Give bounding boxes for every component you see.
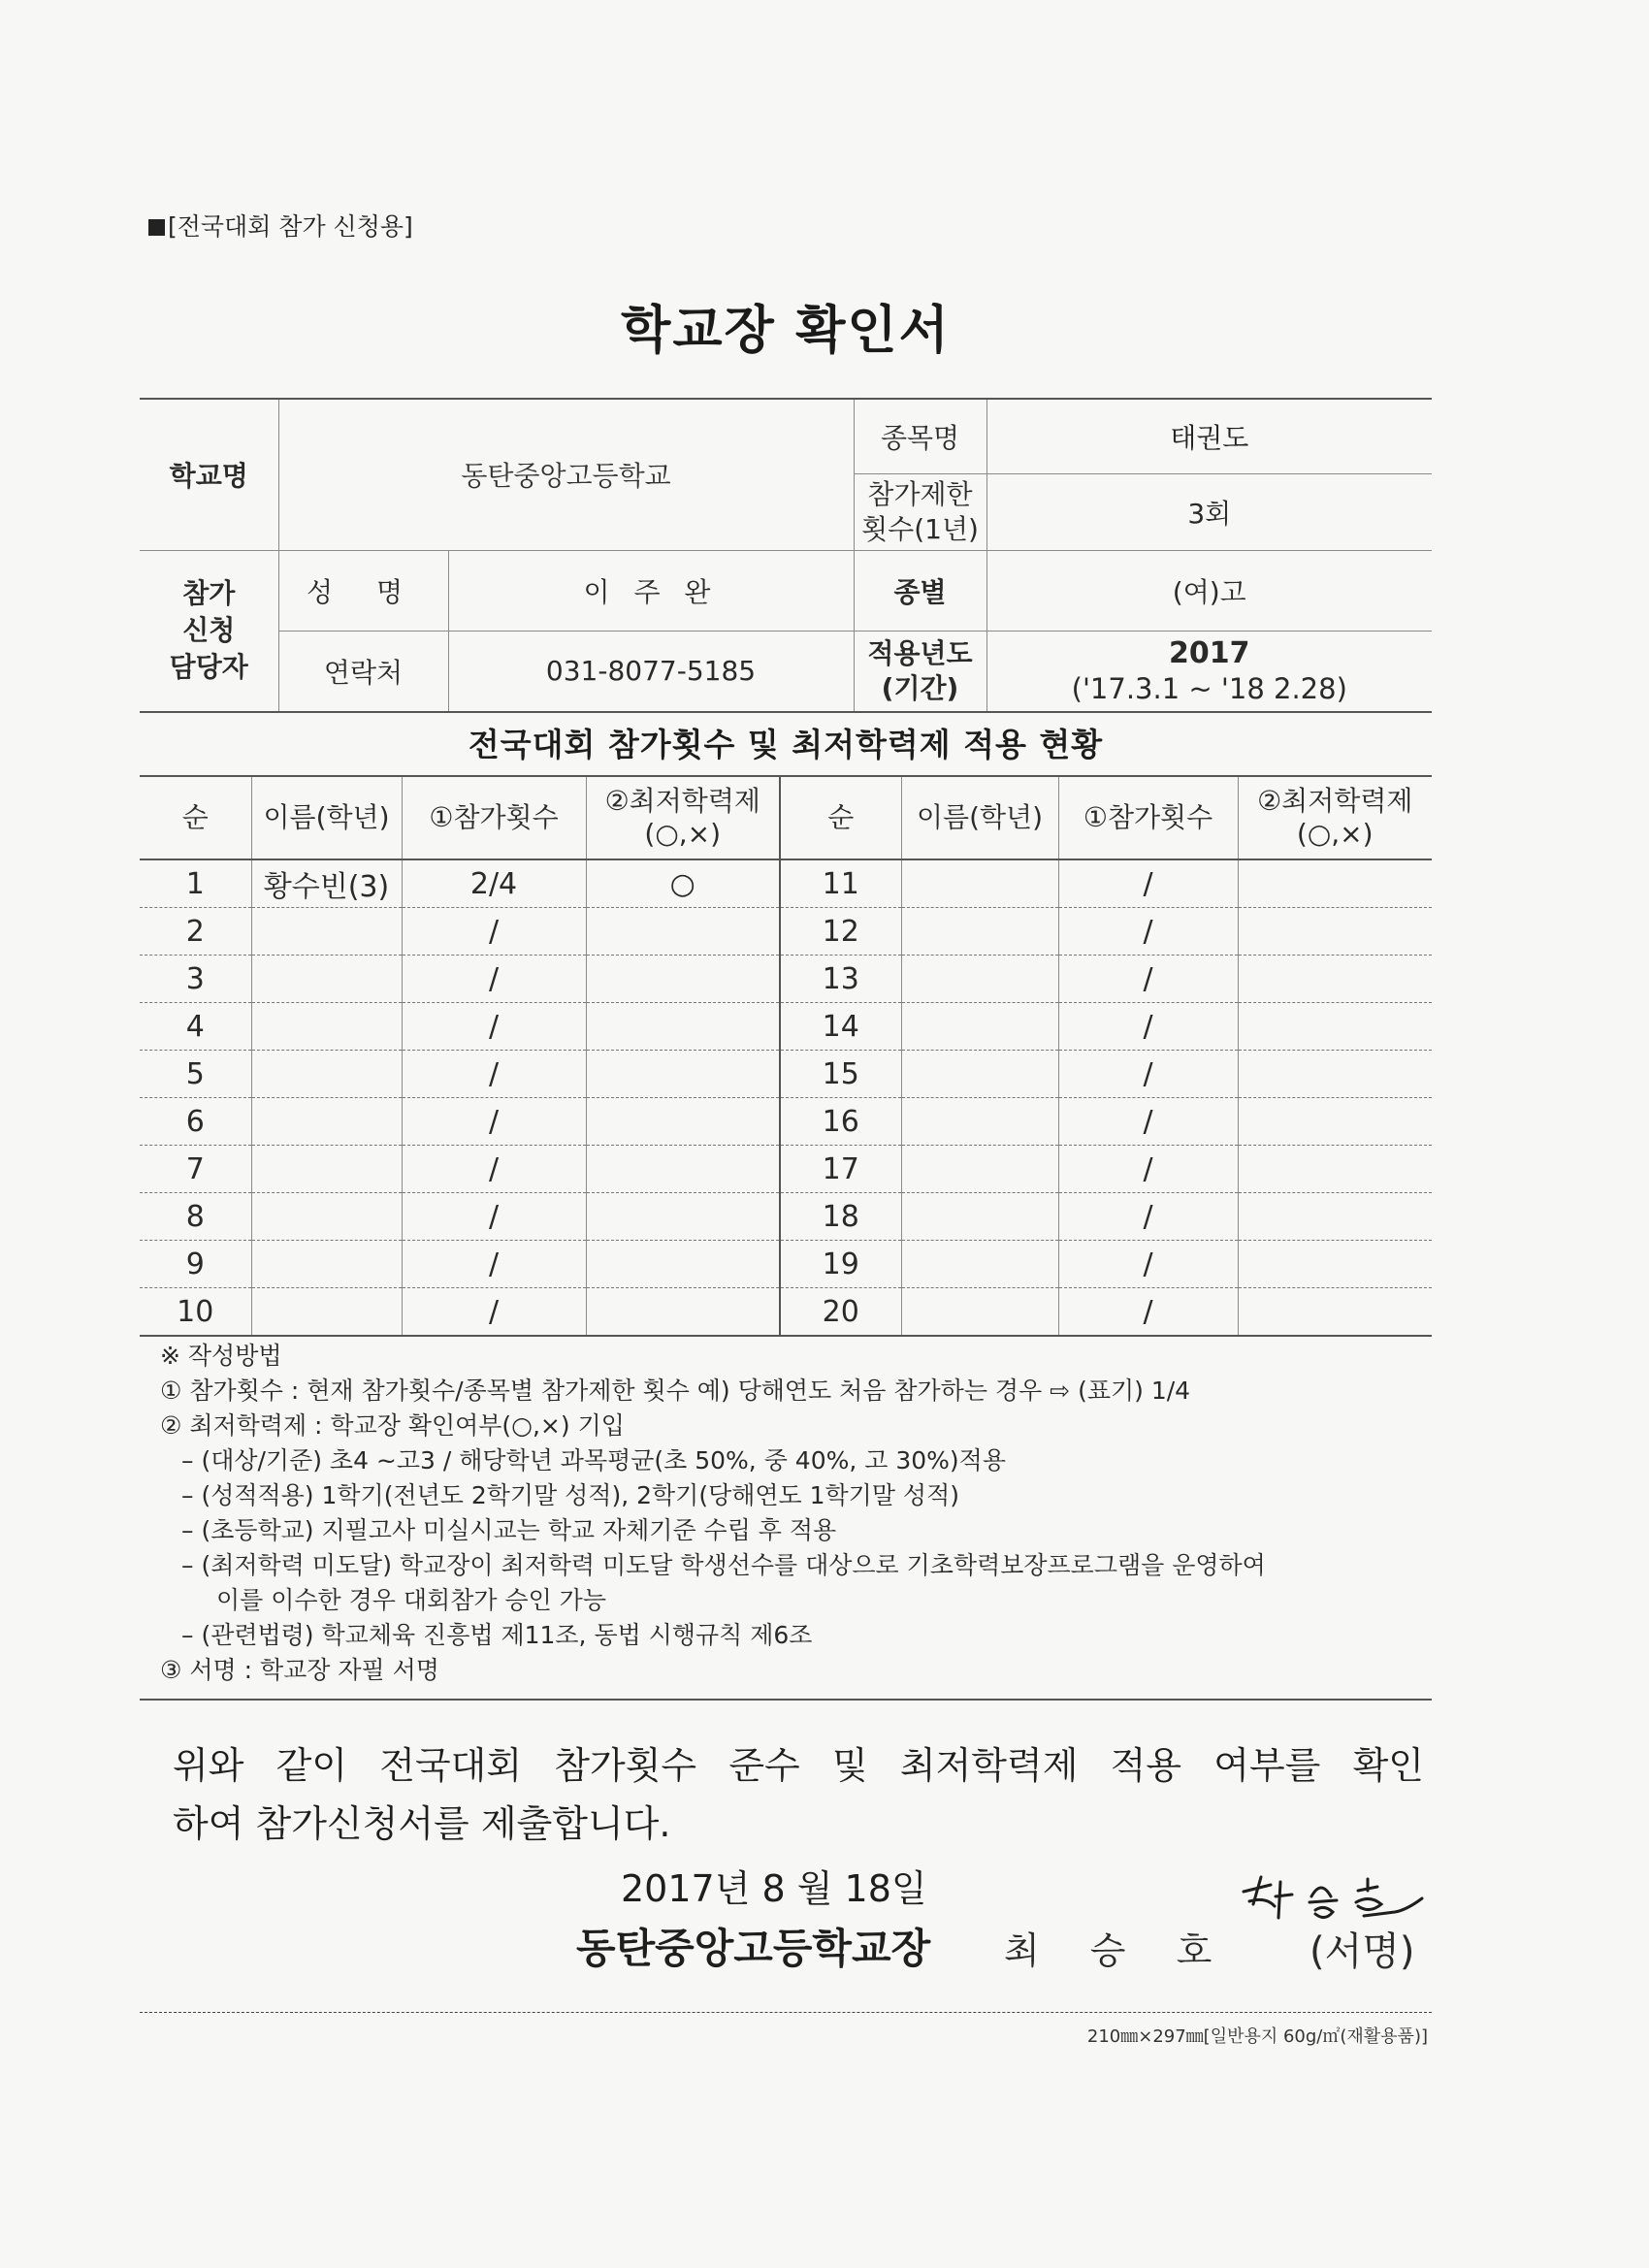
row-count: 2/4 <box>402 859 586 908</box>
row-name <box>251 1098 402 1146</box>
row-min-level <box>586 1098 780 1146</box>
row-min-level <box>1238 908 1432 956</box>
row-min-level <box>586 1193 780 1241</box>
period-year: 2017 <box>1169 635 1250 670</box>
header-min-level-line1: ②최저학력제 <box>1257 785 1413 817</box>
limit-label-line1: 참가제한 <box>867 477 973 510</box>
period-value <box>986 631 1432 712</box>
table-row <box>140 1288 1432 1337</box>
manager-label-line3: 담당자 <box>169 651 248 684</box>
row-count: / <box>1058 1003 1238 1051</box>
table-row <box>140 859 1432 908</box>
row-count: / <box>402 1193 586 1241</box>
row-min-level <box>1238 1098 1432 1146</box>
note-line: – (대상/기준) 초4 ~고3 / 해당학년 과목평균(초 50%, 중 40%, 고 30%)적용 <box>181 1446 1006 1474</box>
header-no: 순 <box>780 776 901 859</box>
row-count: / <box>1058 1146 1238 1193</box>
row-no: 2 <box>140 908 251 956</box>
row-count: / <box>402 1051 586 1098</box>
period-label-line1: 적용년도 <box>867 636 973 669</box>
participation-table-body <box>140 776 1432 1336</box>
note-line: – (초등학교) 지필고사 미실시교는 학교 자체기준 수립 후 적용 <box>181 1516 837 1544</box>
row-no: 6 <box>140 1098 251 1146</box>
table-row <box>140 956 1432 1003</box>
row-name <box>251 1051 402 1098</box>
row-name <box>251 1288 402 1337</box>
row-name <box>901 1193 1058 1241</box>
row-no: 18 <box>780 1193 901 1241</box>
table-row <box>140 1146 1432 1193</box>
note-line: – (관련법령) 학교체육 진흥법 제11조, 동법 시행규칙 제6조 <box>181 1621 813 1649</box>
row-count: / <box>402 1098 586 1146</box>
sport-label: 종목명 <box>854 399 986 473</box>
row-name <box>901 1051 1058 1098</box>
row-name <box>901 1003 1058 1051</box>
row-no: 12 <box>780 908 901 956</box>
row-count: / <box>1058 908 1238 956</box>
confirmation-statement <box>173 1736 1424 1853</box>
category-label: 종별 <box>854 550 986 631</box>
row-min-level <box>1238 1146 1432 1193</box>
row-count: / <box>1058 1098 1238 1146</box>
principal-name: 최 승 호 <box>1004 1929 1232 1972</box>
header-min-level-line1: ②최저학력제 <box>604 785 760 817</box>
period-label-line2: (기간) <box>881 671 959 704</box>
sport-value: 태권도 <box>986 399 1432 473</box>
document-title: 학교장 확인서 <box>621 301 951 360</box>
form-type-tag <box>148 208 413 243</box>
note-line: ① 참가횟수 : 현재 참가횟수/종목별 참가제한 횟수 예) 당해연도 처음 참가하는 경우 ⇨ (표기) 1/4 <box>160 1377 1191 1405</box>
row-name <box>901 1146 1058 1193</box>
header-name: 이름(학년) <box>901 776 1058 859</box>
header-min-level <box>1238 776 1432 859</box>
row-no: 20 <box>780 1288 901 1337</box>
row-name <box>901 1288 1058 1337</box>
header-min-level-line2: (○,×) <box>644 818 722 850</box>
row-no: 7 <box>140 1146 251 1193</box>
row-min-level <box>586 956 780 1003</box>
row-no: 13 <box>780 956 901 1003</box>
manager-label <box>140 550 278 712</box>
note-line: ③ 서명 : 학교장 자필 서명 <box>160 1656 439 1684</box>
school-name: 동탄중앙고등학교 <box>278 399 854 550</box>
row-name <box>901 908 1058 956</box>
contact-label: 연락처 <box>278 631 448 712</box>
row-count: / <box>1058 956 1238 1003</box>
row-no: 8 <box>140 1193 251 1241</box>
row-no: 4 <box>140 1003 251 1051</box>
header-count: ①참가횟수 <box>1058 776 1238 859</box>
row-name <box>251 956 402 1003</box>
row-name <box>251 1241 402 1288</box>
table-row <box>140 1051 1432 1098</box>
square-bullet-icon <box>148 219 165 236</box>
row-min-level <box>586 1288 780 1337</box>
row-count: / <box>402 1146 586 1193</box>
name-value: 이 주 완 <box>448 550 854 631</box>
row-name <box>901 956 1058 1003</box>
status-section-title: 전국대회 참가횟수 및 최저학력제 적용 현황 <box>468 726 1104 763</box>
table-row <box>140 1193 1432 1241</box>
row-count: / <box>1058 1051 1238 1098</box>
signature-label: (서명) <box>1310 1929 1415 1974</box>
manager-label-line2: 신청 <box>182 614 236 647</box>
row-no: 15 <box>780 1051 901 1098</box>
info-table <box>140 398 1432 713</box>
participation-table <box>140 775 1432 1337</box>
confirmation-line2: 하여 참가신청서를 제출합니다. <box>173 1802 671 1845</box>
row-min-level <box>586 1003 780 1051</box>
row-min-level <box>1238 1288 1432 1337</box>
row-no: 19 <box>780 1241 901 1288</box>
limit-label <box>854 473 986 550</box>
header-name: 이름(학년) <box>251 776 402 859</box>
note-line: ② 최저학력제 : 학교장 확인여부(○,×) 기입 <box>160 1411 625 1440</box>
paper-spec-footer: 210㎜×297㎜[일반용지 60g/㎡(재활용품)] <box>1086 2026 1428 2047</box>
row-name <box>901 1098 1058 1146</box>
row-no: 3 <box>140 956 251 1003</box>
row-min-level <box>586 1051 780 1098</box>
category-value: (여)고 <box>986 550 1432 631</box>
school-label: 학교명 <box>140 399 278 550</box>
issue-date: 2017년 8 월 18일 <box>621 1867 927 1910</box>
row-name <box>251 1146 402 1193</box>
header-no: 순 <box>140 776 251 859</box>
row-name <box>251 1193 402 1241</box>
notes-heading: ※ 작성방법 <box>160 1342 282 1370</box>
name-label: 성 명 <box>278 550 448 631</box>
row-no: 5 <box>140 1051 251 1098</box>
row-no: 14 <box>780 1003 901 1051</box>
table-row <box>140 908 1432 956</box>
row-count: / <box>1058 859 1238 908</box>
row-no: 17 <box>780 1146 901 1193</box>
manager-label-line1: 참가 <box>182 577 236 610</box>
row-count: / <box>1058 1288 1238 1337</box>
header-min-level <box>586 776 780 859</box>
row-min-level <box>1238 1193 1432 1241</box>
row-no: 1 <box>140 859 251 908</box>
footer-divider <box>140 2012 1432 2013</box>
header-min-level-line2: (○,×) <box>1296 818 1374 850</box>
row-count: / <box>1058 1193 1238 1241</box>
table-row <box>140 1003 1432 1051</box>
contact-value: 031-8077-5185 <box>448 631 854 712</box>
header-count: ①참가횟수 <box>402 776 586 859</box>
row-count: / <box>402 956 586 1003</box>
note-line: – (최저학력 미도달) 학교장이 최저학력 미도달 학생선수를 대상으로 기초학력보장프로그램을 운영하여 <box>181 1551 1266 1579</box>
row-no: 9 <box>140 1241 251 1288</box>
row-min-level <box>1238 859 1432 908</box>
row-no: 16 <box>780 1098 901 1146</box>
table-row <box>140 1098 1432 1146</box>
row-min-level <box>586 908 780 956</box>
confirmation-line1: 위와 같이 전국대회 참가횟수 준수 및 최저학력제 적용 여부를 확인 <box>173 1744 1424 1787</box>
row-count: / <box>402 1288 586 1337</box>
row-count: / <box>402 908 586 956</box>
section-divider <box>140 1699 1432 1701</box>
row-no: 10 <box>140 1288 251 1337</box>
row-min-level <box>586 1241 780 1288</box>
period-range: ('17.3.1 ~ '18 2.28) <box>1071 671 1347 705</box>
period-label <box>854 631 986 712</box>
row-count: / <box>402 1241 586 1288</box>
form-type-text: [전국대회 참가 신청용] <box>168 212 413 241</box>
row-name: 황수빈(3) <box>251 859 402 908</box>
row-name <box>901 859 1058 908</box>
writing-instructions <box>160 1339 1440 1688</box>
row-min-level <box>1238 1051 1432 1098</box>
row-min-level <box>586 1146 780 1193</box>
row-no: 11 <box>780 859 901 908</box>
table-row <box>140 1241 1432 1288</box>
row-name <box>251 908 402 956</box>
row-count: / <box>1058 1241 1238 1288</box>
note-line: – (성적적용) 1학기(전년도 2학기말 성적), 2학기(당해연도 1학기말 성적) <box>181 1481 959 1509</box>
note-line: 이를 이수한 경우 대회참가 승인 가능 <box>216 1586 606 1614</box>
principal-title: 동탄중앙고등학교장 <box>576 1925 931 1972</box>
row-count: / <box>402 1003 586 1051</box>
table-header-row <box>140 776 1432 859</box>
limit-label-line2: 횟수(1년) <box>861 512 979 545</box>
row-name <box>251 1003 402 1051</box>
row-min-level: ○ <box>586 859 780 908</box>
row-min-level <box>1238 1241 1432 1288</box>
row-name <box>901 1241 1058 1288</box>
row-min-level <box>1238 1003 1432 1051</box>
row-min-level <box>1238 956 1432 1003</box>
limit-value: 3회 <box>986 473 1432 550</box>
